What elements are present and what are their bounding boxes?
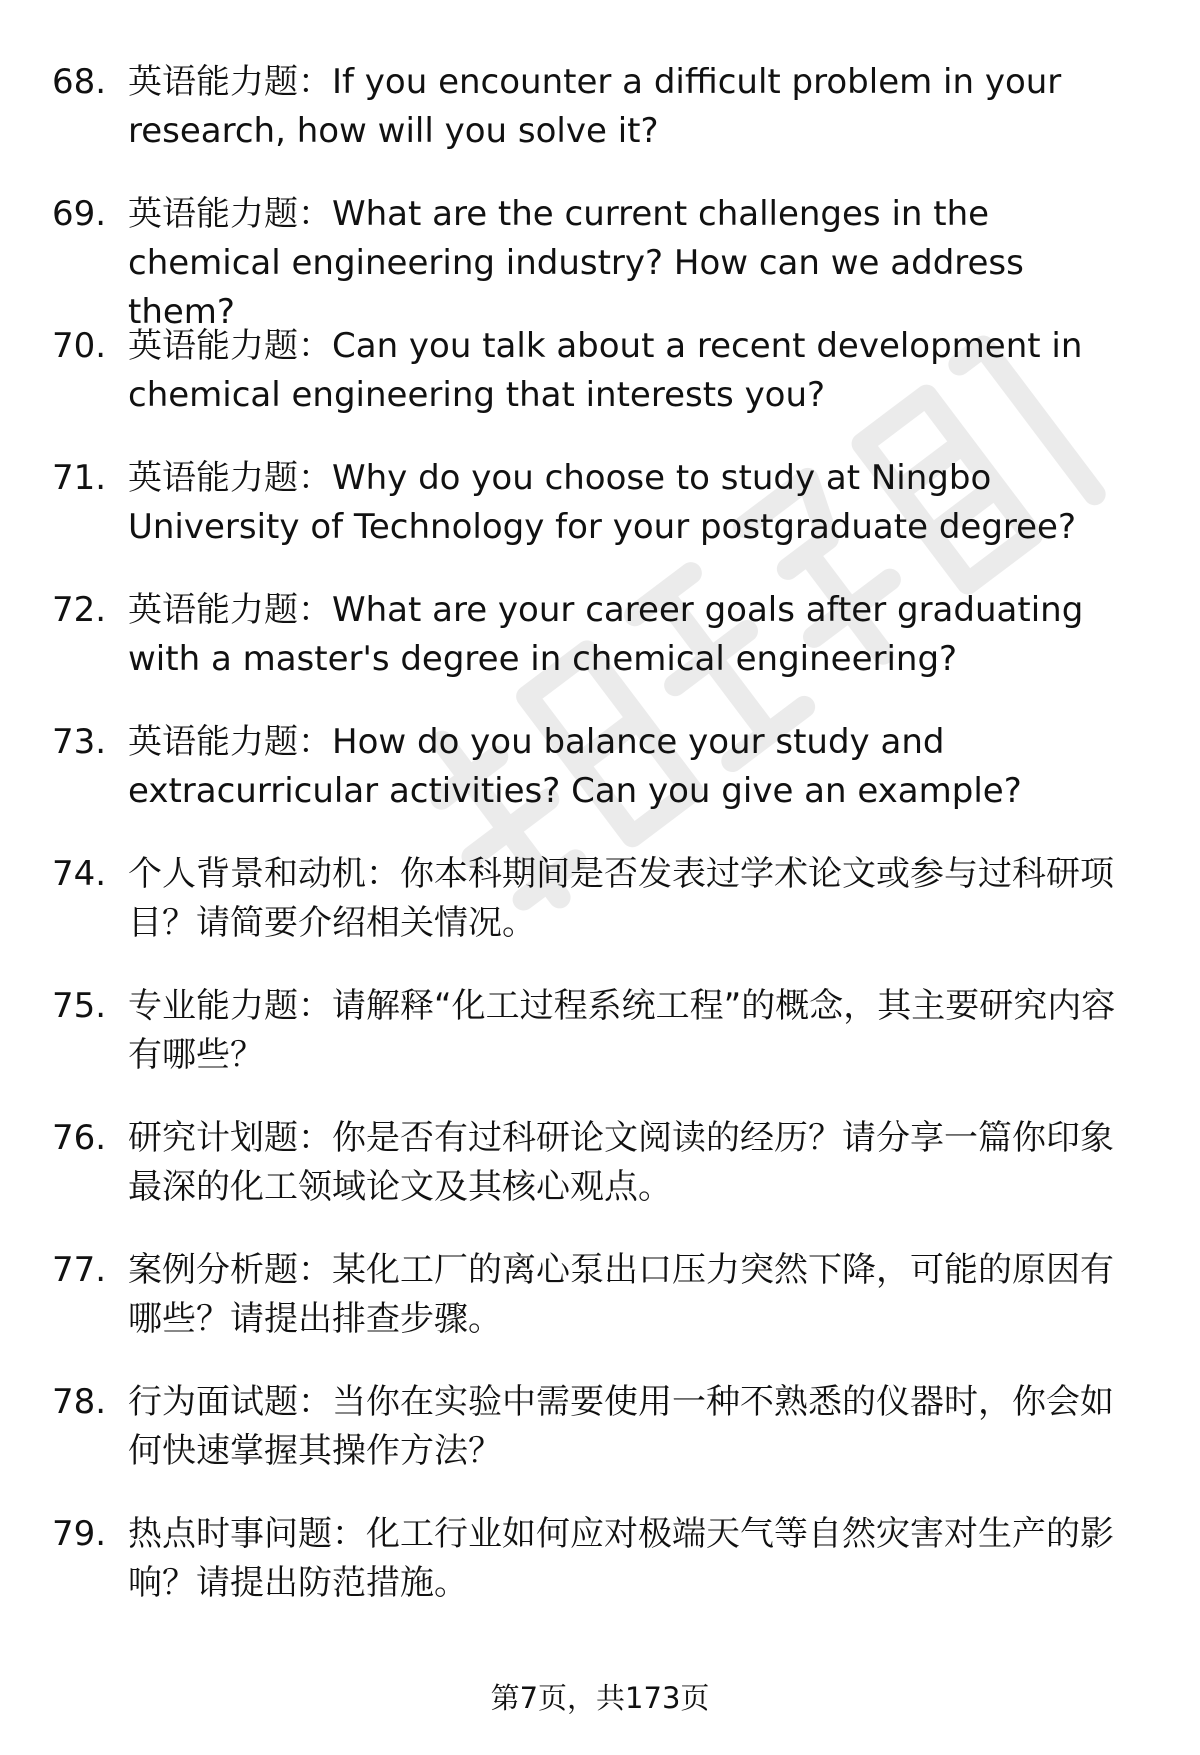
question-item bbox=[52, 190, 1152, 332]
question-text: 专业能力题：请解释“化工过程系统工程”的概念，其主要研究内容有哪些？ bbox=[128, 986, 1116, 1075]
question-item bbox=[52, 586, 1152, 718]
question-number: 70. bbox=[52, 326, 107, 366]
question-item bbox=[52, 1114, 1152, 1246]
question-item bbox=[52, 454, 1152, 586]
question-item bbox=[52, 850, 1152, 982]
question-item bbox=[52, 718, 1152, 850]
question-text: 英语能力题：If you encounter a difficult problem in your research, how will you solve it? bbox=[128, 62, 1062, 151]
question-text: 个人背景和动机：你本科期间是否发表过学术论文或参与过科研项目？请简要介绍相关情况。 bbox=[128, 854, 1114, 943]
question-text: 英语能力题：What are your career goals after graduating with a master's degree in chemical engineering? bbox=[128, 590, 1084, 679]
question-number: 69. bbox=[52, 194, 107, 234]
question-text: 英语能力题：How do you balance your study and extracurricular activities? Can you give an example? bbox=[128, 722, 1022, 811]
question-item bbox=[52, 1510, 1152, 1642]
question-item bbox=[52, 1246, 1152, 1378]
question-number: 78. bbox=[52, 1382, 107, 1422]
question-text: 英语能力题：Can you talk about a recent development in chemical engineering that interests you? bbox=[128, 326, 1083, 415]
question-number: 77. bbox=[52, 1250, 107, 1290]
question-text: 研究计划题：你是否有过科研论文阅读的经历？请分享一篇你印象最深的化工领域论文及其核心观点。 bbox=[128, 1118, 1114, 1207]
question-item bbox=[52, 1378, 1152, 1510]
question-text: 行为面试题：当你在实验中需要使用一种不熟悉的仪器时，你会如何快速掌握其操作方法？ bbox=[128, 1382, 1114, 1471]
question-number: 68. bbox=[52, 62, 107, 102]
question-number: 76. bbox=[52, 1118, 107, 1158]
question-item bbox=[52, 982, 1152, 1114]
question-item bbox=[52, 58, 1152, 190]
question-number: 71. bbox=[52, 458, 107, 498]
question-text: 英语能力题：What are the current challenges in the chemical engineering industry? How can we address them? bbox=[128, 194, 1024, 332]
question-number: 79. bbox=[52, 1514, 107, 1554]
question-item bbox=[52, 322, 1152, 454]
question-number: 75. bbox=[52, 986, 107, 1026]
question-list bbox=[52, 58, 1152, 1642]
question-text: 英语能力题：Why do you choose to study at Ningbo University of Technology for your postgraduate degree? bbox=[128, 458, 1077, 547]
question-text: 热点时事问题：化工行业如何应对极端天气等自然灾害对生产的影响？请提出防范措施。 bbox=[128, 1514, 1114, 1603]
question-number: 72. bbox=[52, 590, 107, 630]
question-text: 案例分析题：某化工厂的离心泵出口压力突然下降，可能的原因有哪些？请提出排查步骤。 bbox=[128, 1250, 1114, 1339]
question-number: 74. bbox=[52, 854, 107, 894]
page-number: 第7页，共173页 bbox=[490, 1681, 710, 1715]
question-number: 73. bbox=[52, 722, 107, 762]
